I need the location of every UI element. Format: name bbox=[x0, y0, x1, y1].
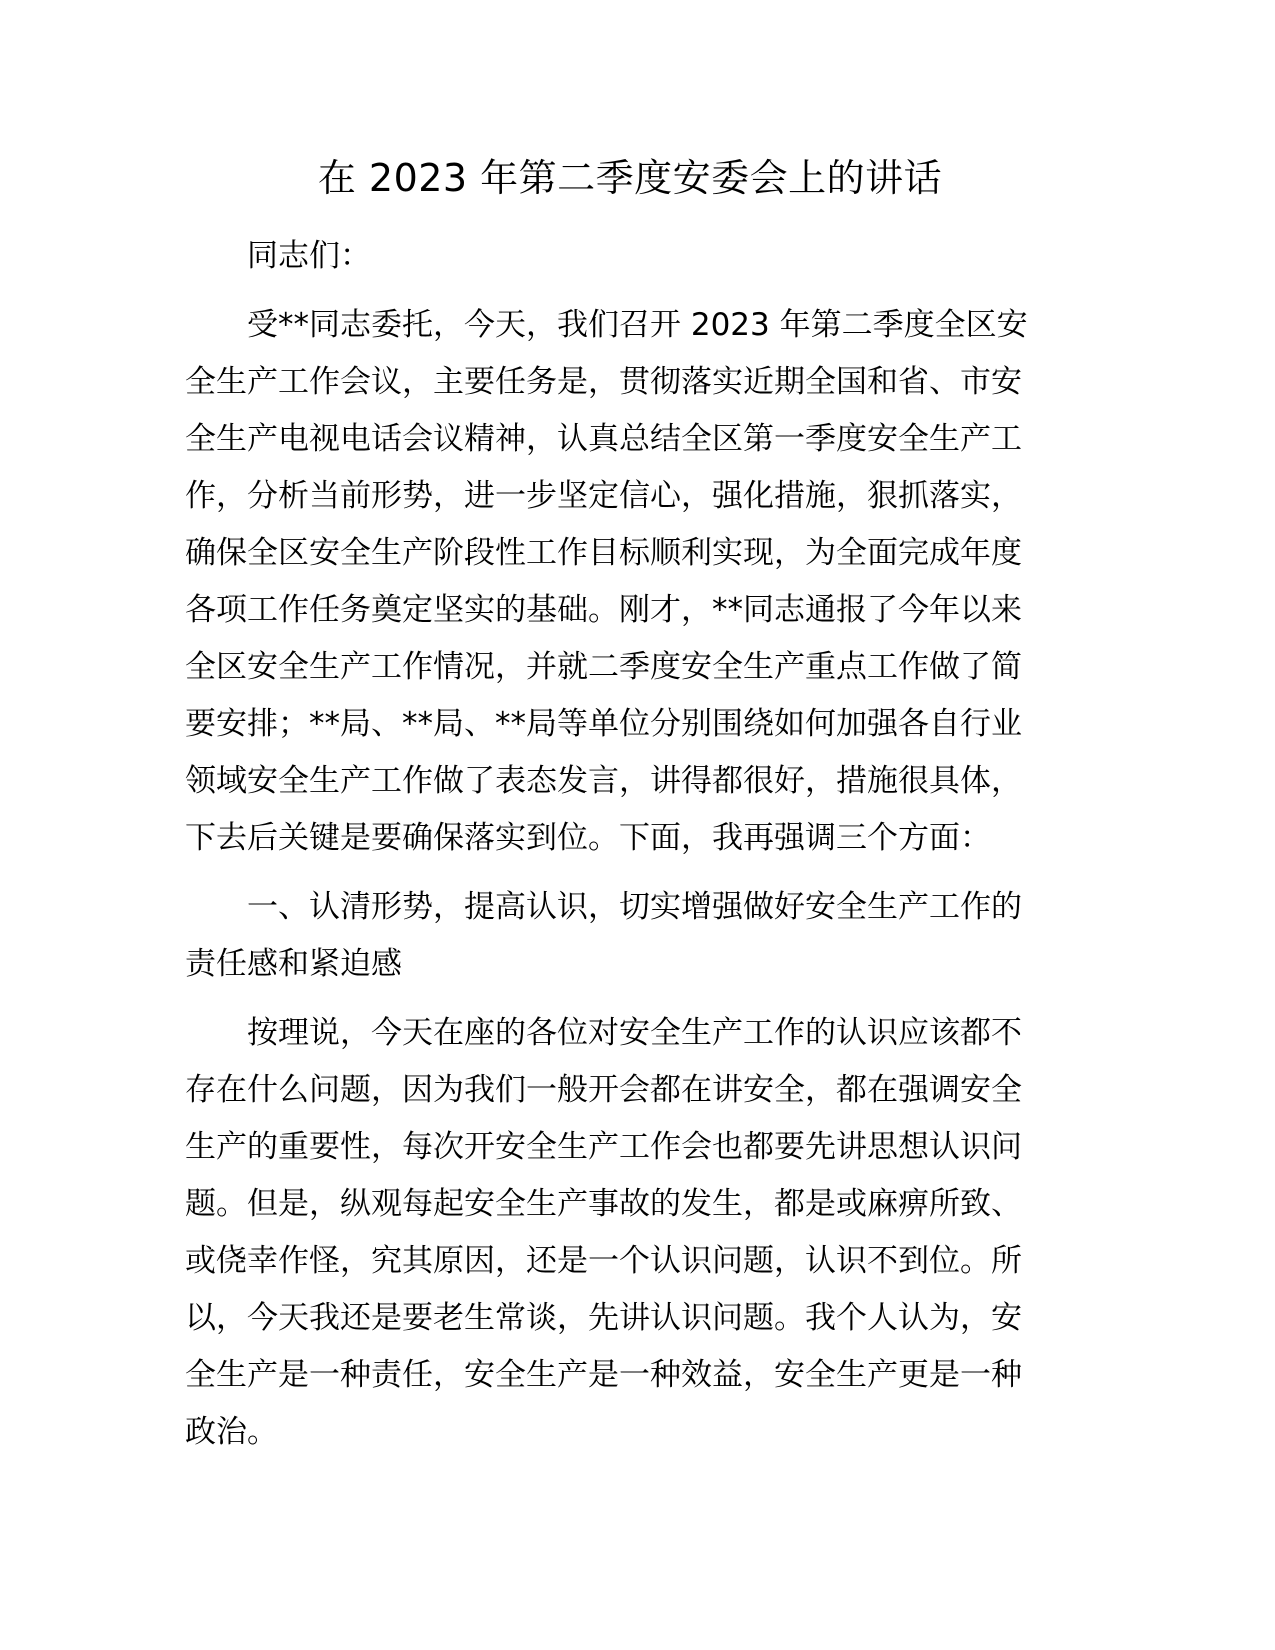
salutation bbox=[185, 228, 1085, 285]
text-line: 受**同志委托，今天，我们召开 2023 年第二季度全区安 bbox=[247, 307, 1028, 343]
page-title: 在 2023 年第二季度安委会上的讲话 bbox=[317, 156, 943, 200]
text-line: 政治。 bbox=[185, 1414, 278, 1450]
text-line: 全生产工作会议，主要任务是，贯彻落实近期全国和省、市安 bbox=[185, 364, 1022, 400]
paragraph-opening bbox=[185, 297, 1085, 867]
paragraph-gap bbox=[185, 285, 1085, 297]
text-line: 存在什么问题，因为我们一般开会都在讲安全，都在强调安全 bbox=[185, 1072, 1022, 1108]
text-line: 全区安全生产工作情况，并就二季度安全生产重点工作做了简 bbox=[185, 649, 1022, 685]
text-line: 要安排；**局、**局、**局等单位分别围绕如何加强各自行业 bbox=[185, 706, 1022, 742]
salutation-line: 同志们： bbox=[247, 238, 371, 274]
text-line: 或侥幸作怪，究其原因，还是一个认识问题，认识不到位。所 bbox=[185, 1243, 1022, 1279]
text-line: 生产的重要性，每次开安全生产工作会也都要先讲思想认识问 bbox=[185, 1129, 1022, 1165]
text-line: 各项工作任务奠定坚实的基础。刚才，**同志通报了今年以来 bbox=[185, 592, 1022, 628]
heading-line: 一、认清形势，提高认识，切实增强做好安全生产工作的 bbox=[247, 889, 1022, 925]
paragraph-gap bbox=[185, 867, 1085, 879]
heading-line: 责任感和紧迫感 bbox=[185, 946, 402, 982]
text-line: 全生产电视电话会议精神，认真总结全区第一季度安全生产工 bbox=[185, 421, 1022, 457]
text-line: 确保全区安全生产阶段性工作目标顺利实现，为全面完成年度 bbox=[185, 535, 1022, 571]
text-line: 作，分析当前形势，进一步坚定信心，强化措施，狠抓落实， bbox=[185, 478, 1022, 514]
text-line: 题。但是，纵观每起安全生产事故的发生，都是或麻痹所致、 bbox=[185, 1186, 1022, 1222]
text-line: 下去后关键是要确保落实到位。下面，我再强调三个方面： bbox=[185, 820, 991, 856]
text-line: 以，今天我还是要老生常谈，先讲认识问题。我个人认为，安 bbox=[185, 1300, 1022, 1336]
section-heading-1 bbox=[185, 879, 1085, 993]
paragraph-gap bbox=[185, 993, 1085, 1005]
text-line: 领域安全生产工作做了表态发言，讲得都很好，措施很具体， bbox=[185, 763, 1022, 799]
text-line: 按理说，今天在座的各位对安全生产工作的认识应该都不 bbox=[247, 1015, 1022, 1051]
text-line: 全生产是一种责任，安全生产是一种效益，安全生产更是一种 bbox=[185, 1357, 1022, 1393]
document-body bbox=[185, 228, 1085, 1461]
paragraph-awareness bbox=[185, 1005, 1085, 1461]
